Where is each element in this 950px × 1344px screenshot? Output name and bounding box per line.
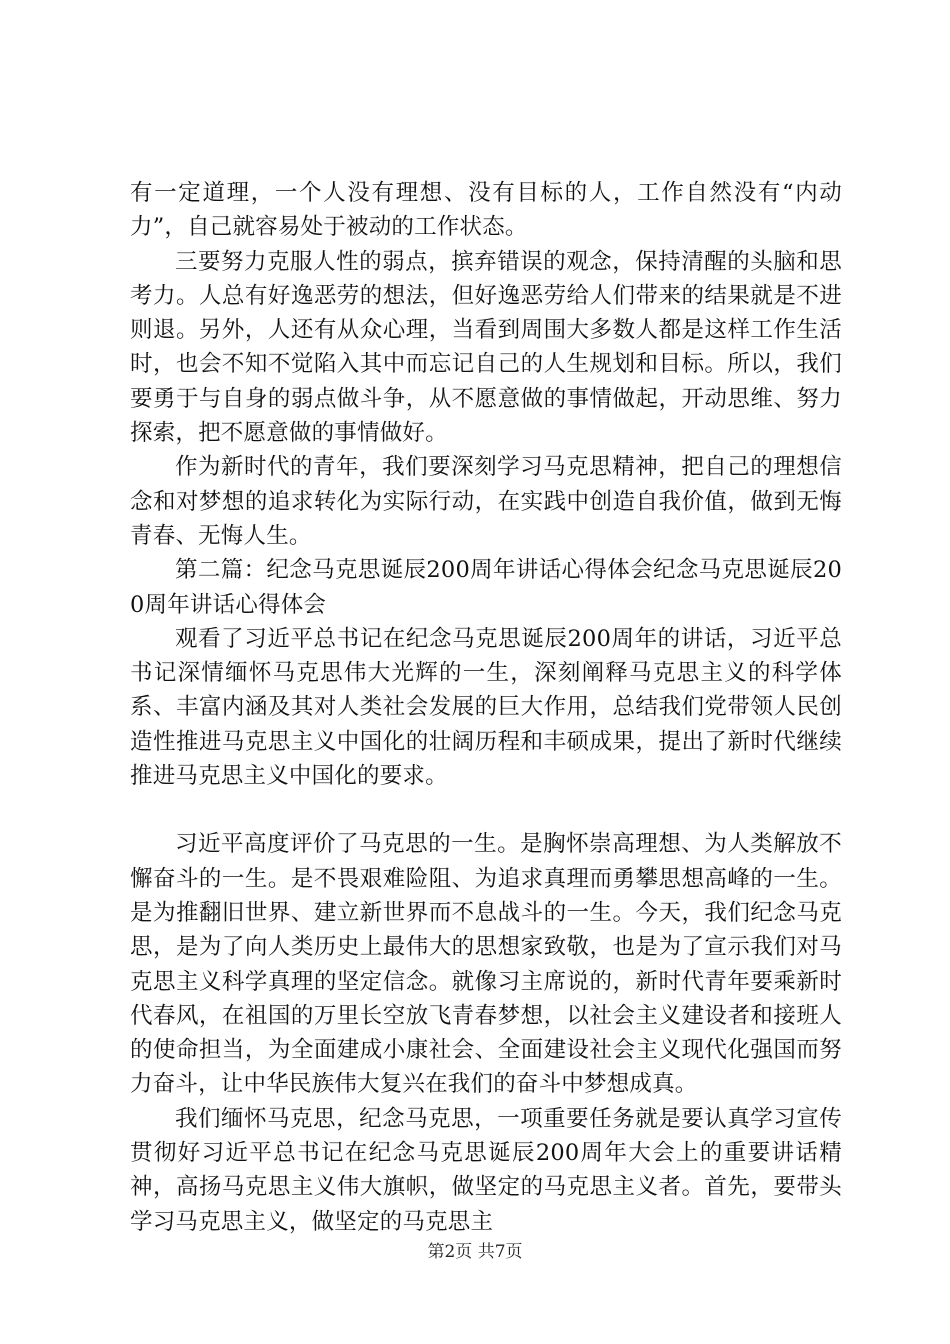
paragraph-gap bbox=[130, 793, 842, 827]
section-heading: 第二篇：纪念马克思诞辰200周年讲话心得体会纪念马克思诞辰200周年讲话心得体会 bbox=[130, 557, 842, 618]
paragraph-evaluation: 习近平高度评价了马克思的一生。是胸怀崇高理想、为人类解放不懈奋斗的一生。是不畏艰难险阻、为追求真理而勇攀思想高峰的一生。是为推翻旧世界、建立新世界而不息战斗的一生。今天，我们纪念马克思，是为了向人类历史上最伟大的思想家致敬，也是为了宣示我们对马克思主义科学真理的坚定信念。就像习主席说的，新时代青年要乘新时代春风，在祖国的万里长空放飞青春梦想，以社会主义建设者和接班人的使命担当，为全面建成小康社会、全面建设社会主义现代化强国而努力奋斗，让中华民族伟大复兴在我们的奋斗中梦想成真。 bbox=[130, 831, 842, 1098]
paragraph-conclusion: 作为新时代的青年，我们要深刻学习马克思精神，把自己的理想信念和对梦想的追求转化为实际行动，在实践中创造自我价值，做到无悔青春、无悔人生。 bbox=[130, 454, 842, 549]
paragraph-continued: 有一定道理，一个人没有理想、没有目标的人，工作自然没有“内动力”，自己就容易处于被动的工作状态。 bbox=[130, 180, 842, 241]
paragraph-commemoration: 我们缅怀马克思，纪念马克思，一项重要任务就是要认真学习宣传贯彻好习近平总书记在纪念马克思诞辰200周年大会上的重要讲话精神，高扬马克思主义伟大旗帜，做坚定的马克思主义者。首先，要带头学习马克思主义，做坚定的马克思主 bbox=[130, 1105, 842, 1235]
body-text bbox=[130, 176, 842, 1239]
page-number-footer: 第2页 共7页 bbox=[427, 1242, 523, 1262]
paragraph-intro: 观看了习近平总书记在纪念马克思诞辰200周年的讲话，习近平总书记深情缅怀马克思伟大光辉的一生，深刻阐释马克思主义的科学体系、丰富内涵及其对人类社会发展的巨大作用，总结我们党带领人民创造性推进马克思主义中国化的壮阔历程和丰硕成果，提出了新时代继续推进马克思主义中国化的要求。 bbox=[130, 625, 842, 790]
paragraph-point-three: 三要努力克服人性的弱点，摈弃错误的观念，保持清醒的头脑和思考力。人总有好逸恶劳的想法，但好逸恶劳给人们带来的结果就是不进则退。另外，人还有从众心理，当看到周围大多数人都是这样工作生活时，也会不知不觉陷入其中而忘记自己的人生规划和目标。所以，我们要勇于与自身的弱点做斗争，从不愿意做的事情做起，开动思维、努力探索，把不愿意做的事情做好。 bbox=[130, 248, 842, 447]
